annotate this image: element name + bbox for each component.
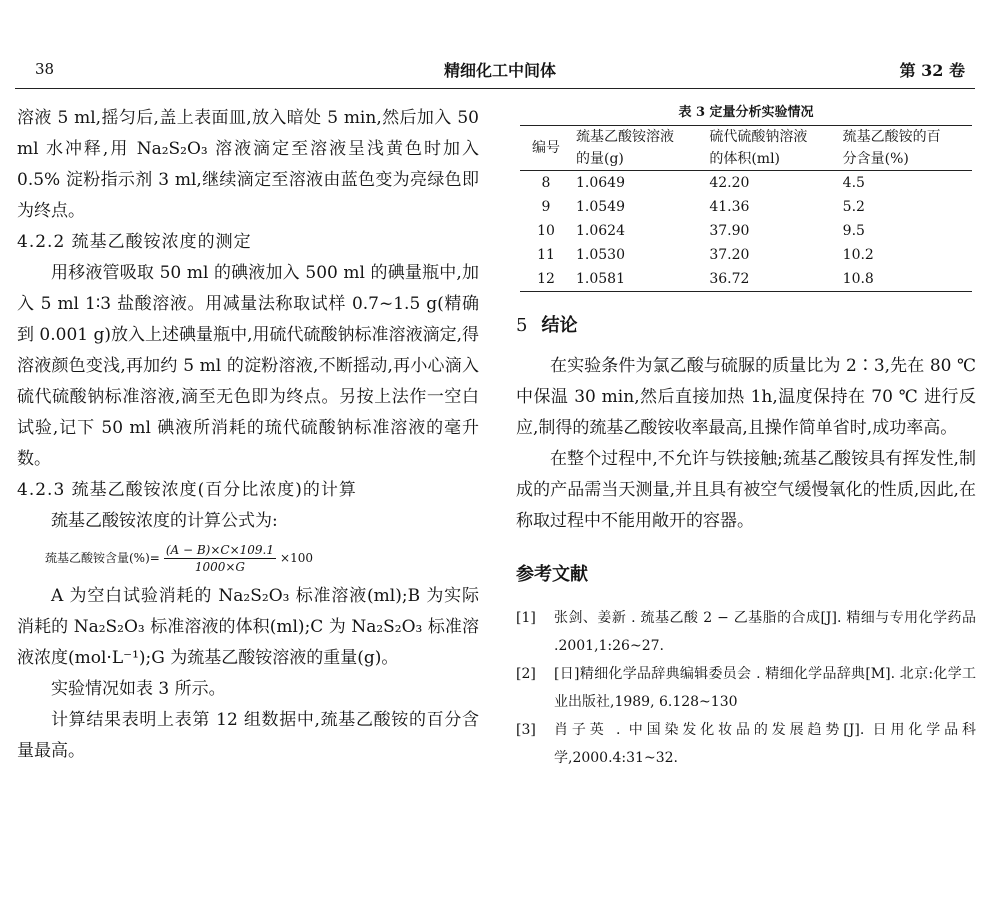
paragraph-titration-end: 溶液 5 ml,摇匀后,盖上表面皿,放入暗处 5 min,然后加入 50 ml 水冲释,用 Na₂S₂O₃ 溶液滴定至溶液呈浅黄色时加入 0.5% 淀粉指示剂 3 ml,继续滴定至溶液由蓝色变为亮绿色即为终点。 — [17, 108, 479, 221]
column-header-amount-unit: 的量(g) — [572, 148, 705, 171]
reference-number: [2] — [516, 666, 536, 682]
reference-text: [日]精细化学品辞典编辑委员会 . 精细化学品辞典[M]. 北京:化学工业出版社,1989, 6.128~130 — [554, 666, 976, 710]
section-number: 5 — [516, 315, 528, 336]
subsection-4-2-2: 4.2.2 巯基乙酸铵浓度的测定 — [17, 232, 252, 252]
formula-lhs: 巯基乙酸铵含量(%)= — [45, 551, 160, 565]
cell-volume: 37.20 — [709, 247, 750, 263]
cell-volume: 37.90 — [709, 223, 750, 239]
table-row — [520, 195, 972, 219]
cell-percent: 5.2 — [842, 199, 865, 215]
reference-text: 肖子英 . 中国染发化妆品的发展趋势[J]. 日用化学品科学,2000.4:31~32. — [554, 722, 976, 766]
right-column — [516, 103, 976, 772]
paragraph-table-reference: 实验情况如表 3 所示。 — [51, 679, 226, 699]
reference-text: 张剑、姜新 . 巯基乙酸 2 − 乙基脂的合成[J]. 精细与专用化学药品 .2001,1:26~27. — [554, 610, 976, 654]
column-header-id: 编号 — [520, 126, 572, 171]
column-header-volume: 硫代硫酸钠溶液 — [705, 126, 838, 149]
formula-fraction — [164, 542, 276, 575]
table-caption: 表 3 定量分析实验情况 — [678, 105, 814, 120]
paragraph-result: 计算结果表明上表第 12 组数据中,巯基乙酸铵的百分含量最高。 — [17, 710, 479, 761]
paragraph-formula-intro: 巯基乙酸铵浓度的计算公式为: — [51, 511, 278, 531]
data-table — [520, 125, 972, 292]
left-column — [17, 103, 479, 767]
cell-id: 11 — [537, 247, 555, 263]
column-header-percent: 巯基乙酸铵的百 — [839, 126, 972, 149]
page-number: 38 — [35, 60, 55, 78]
cell-percent: 4.5 — [842, 175, 865, 191]
subsection-4-2-3: 4.2.3 巯基乙酸铵浓度(百分比浓度)的计算 — [17, 480, 357, 500]
paragraph-conclusion-1: 在实验条件为氯乙酸与硫脲的质量比为 2∶3,先在 80 ℃ 中保温 30 min,然后直接加热 1h,温度保持在 70 ℃ 进行反应,制得的巯基乙酸铵收率最高,且操作简单省时,成功率高。 — [516, 356, 976, 438]
section-title: 结论 — [541, 315, 578, 336]
cell-volume: 36.72 — [705, 267, 838, 292]
column-header-volume-unit: 的体积(ml) — [705, 148, 838, 171]
cell-amount: 1.0649 — [576, 175, 625, 191]
reference-number: [1] — [516, 610, 536, 626]
cell-id: 9 — [541, 199, 551, 215]
cell-id: 10 — [537, 223, 555, 239]
formula-tail: ×100 — [280, 551, 313, 565]
volume-label: 第 32 卷 — [899, 61, 965, 80]
column-header-percent-unit: 分含量(%) — [839, 148, 972, 171]
table-row — [520, 219, 972, 243]
formula-denominator: 1000×G — [194, 559, 246, 574]
formula-numerator: (A − B)×C×109.1 — [165, 542, 275, 557]
cell-amount: 1.0530 — [576, 247, 625, 263]
paragraph-variable-definitions: A 为空白试验消耗的 Na₂S₂O₃ 标准溶液(ml);B 为实际消耗的 Na₂S₂O₃ 标准溶液的体积(ml);C 为 Na₂S₂O₃ 标准溶液浓度(mol·L⁻¹);G 为巯基乙酸铵溶液的重量(g)。 — [17, 586, 479, 668]
reference-item — [516, 716, 976, 772]
header-rule — [15, 88, 975, 89]
cell-id: 12 — [520, 267, 572, 292]
journal-title: 精细化工中间体 — [443, 61, 556, 80]
cell-id: 8 — [541, 175, 551, 191]
cell-volume: 42.20 — [709, 175, 750, 191]
table-row — [520, 267, 972, 292]
paragraph-measurement: 用移液管吸取 50 ml 的碘液加入 500 ml 的碘量瓶中,加入 5 ml 1∶3 盐酸溶液。用减量法称取试样 0.7~1.5 g(精确到 0.001 g)放入上述碘量瓶中,用硫代硫酸钠标准溶液滴定,得溶液颜色变浅,再加约 5 ml 的淀粉溶液,不断摇动,再小心滴入硫代硫酸钠标准溶液,滴至无色即为终点。另按上法作一空白试验,记下 50 ml 碘液所消耗的琉代硫酸钠标准溶液的毫升数。 — [17, 263, 479, 469]
reference-number: [3] — [516, 722, 536, 738]
table-row — [520, 171, 972, 196]
cell-percent: 10.8 — [839, 267, 972, 292]
cell-percent: 10.2 — [842, 247, 874, 263]
formula — [45, 539, 479, 577]
cell-amount: 1.0624 — [576, 223, 625, 239]
paragraph-conclusion-2: 在整个过程中,不允许与铁接触;巯基乙酸铵具有挥发性,制成的产品需当天测量,并且具有被空气缓慢氧化的性质,因此,在称取过程中不能用敞开的容器。 — [516, 449, 976, 531]
table-row — [520, 243, 972, 267]
section-conclusion-heading — [516, 310, 976, 341]
cell-volume: 41.36 — [709, 199, 750, 215]
cell-percent: 9.5 — [842, 223, 865, 239]
column-header-amount: 巯基乙酸铵溶液 — [572, 126, 705, 149]
references-heading: 参考文献 — [516, 564, 588, 585]
reference-item — [516, 604, 976, 660]
cell-amount: 1.0549 — [576, 199, 625, 215]
cell-amount: 1.0581 — [572, 267, 705, 292]
reference-item — [516, 660, 976, 716]
